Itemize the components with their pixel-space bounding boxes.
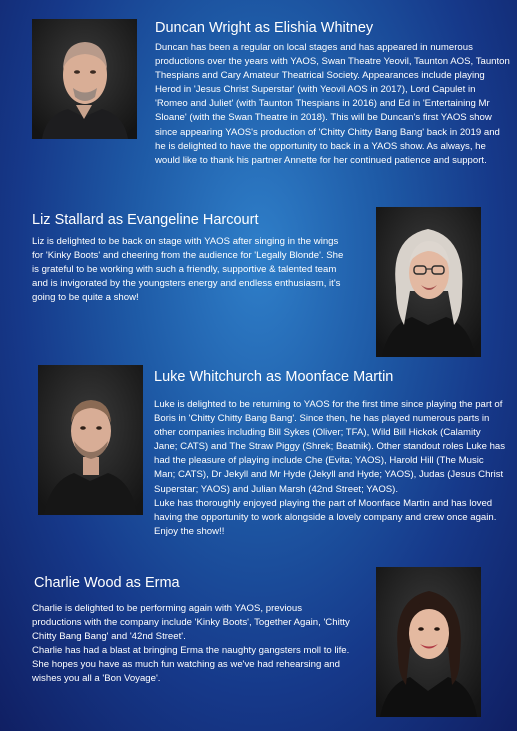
bio-paragraph: Duncan has been a regular on local stages and has appeared in numerous productions over the years with YAOS, Swan Theatre Yeovil, Taunton AOS, Taunton Thespians and Cary Amateur Theatrical Society. Appearances include playing Herod in 'Jesus Christ Superstar' (with Yeovil AOS in 2017), Lord Capulet in 'Romeo and Juliet' (with Taunton Thespians in 2016) and Ed in 'Entertaining Mr Sloane' (with the Swan Theatre in 2018). This will be Duncan's first YAOS show since appearing YAOS's production of 'Chitty Chitty Bang Bang' back in 2019 and he is delighted to have the opportunity to back in a YAOS show. As always, he would like to thank his partner Annette for her continued patience and support. — [155, 42, 510, 166]
profile-bio — [32, 602, 350, 687]
photo-luke-whitchurch — [38, 365, 143, 515]
photo-duncan-wright — [32, 19, 137, 139]
photo-charlie-wood — [376, 567, 481, 717]
bio-paragraph: Luke has thoroughly enjoyed playing the part of Moonface Martin and has loved having the opportunity to work alongside a lovely company and crew once again. Enjoy the show!! — [154, 497, 497, 537]
bio-paragraph: Liz is delighted to be back on stage with YAOS after singing in the wings for 'Kinky Boots' and cheering from the audience for 'Legally Blonde'. She is grateful to be working with such a friendly, supportive & talented team and is invigorated by the youngsters energy and endless enthusiasm, it's going to be quite a show! — [32, 236, 344, 304]
profile-bio — [155, 41, 510, 168]
bio-paragraph: Charlie is delighted to be performing again with YAOS, previous productions with the company include 'Kinky Boots', Together Again, 'Chitty Chitty Bang Bang' and '42nd Street'. — [32, 603, 350, 643]
profile-bio — [32, 235, 348, 305]
bio-paragraph: Charlie has had a blast at bringing Erma the naughty gangsters moll to life. She hopes you have as much fun watching as we've had rehearsing and wishes you all a 'Bon Voyage'. — [32, 645, 350, 685]
photo-liz-stallard — [376, 207, 481, 357]
bio-paragraph: Luke is delighted to be returning to YAOS for the first time since playing the part of Boris in 'Chitty Chitty Bang Bang'. Since then, he has played numerous parts in other companies including Bill Sykes (Oliver; TFA), Wild Bill Hickok (Calamity Jane; CATS) and The Straw Piggy (Shrek; Beatnik). Other standout roles Luke has had the pleasure of playing include Che (Evita; YAOS), Harold Hill (The Music Man; CATS), Dr Jekyll and Mr Hyde (Jekyll and Hyde; YAOS), Judas (Jesus Christ Superstar; YAOS) and Julian Marsh (42nd Street; YAOS). — [154, 399, 506, 495]
profile-name: Liz Stallard as Evangeline Harcourt — [32, 212, 259, 228]
profile-name: Duncan Wright as Elishia Whitney — [155, 20, 374, 36]
profile-name: Charlie Wood as Erma — [34, 575, 180, 591]
profile-name: Luke Whitchurch as Moonface Martin — [154, 369, 394, 385]
profile-bio — [154, 398, 506, 539]
